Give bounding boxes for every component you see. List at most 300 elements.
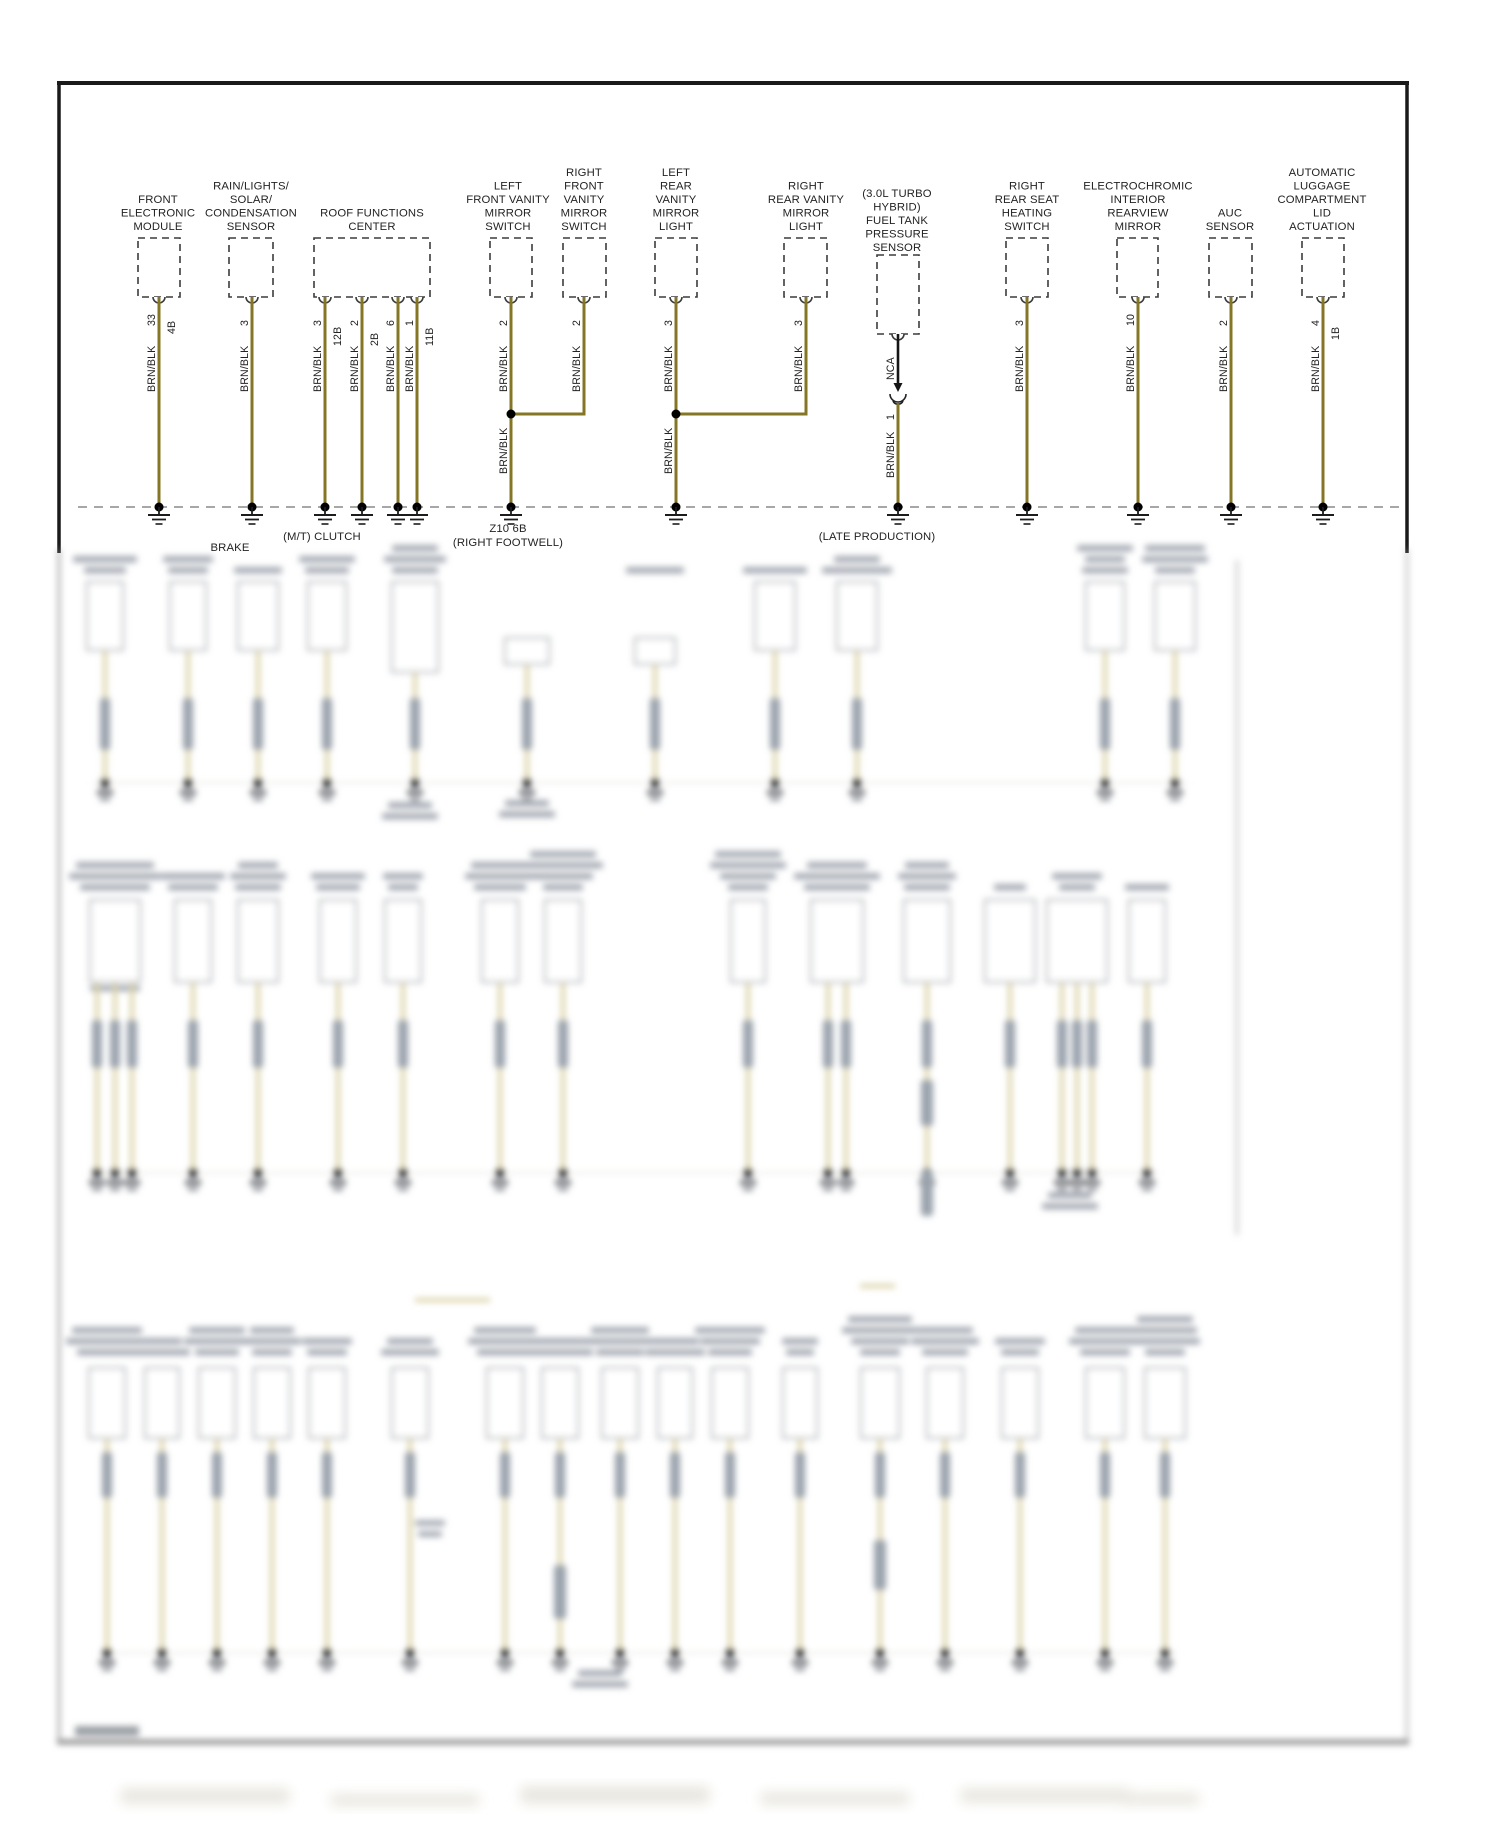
rain-lights-solar-condensation-sensor bbox=[205, 181, 297, 525]
blurred-component bbox=[66, 1327, 148, 1671]
component-label-line: SWITCH bbox=[561, 221, 607, 233]
blurred-ground-dot bbox=[183, 778, 193, 788]
blurred-connector-blob bbox=[725, 1452, 735, 1498]
blurred-component bbox=[527, 1338, 593, 1671]
wire-color-label: BRN/BLK bbox=[1310, 345, 1322, 392]
blurred-ground-symbol bbox=[1084, 1180, 1100, 1185]
blurred-component-box bbox=[783, 1368, 817, 1438]
blurred-ground-symbol bbox=[253, 1187, 263, 1191]
blurred-component bbox=[302, 1338, 352, 1671]
front-electronic-module bbox=[121, 194, 195, 524]
blurred-connector-blob bbox=[921, 1170, 933, 1216]
blurred-ground-symbol bbox=[319, 790, 335, 795]
blurred-component-box bbox=[1086, 1368, 1124, 1438]
blurred-ground-symbol bbox=[322, 1667, 332, 1671]
blurred-label-bar bbox=[645, 1349, 705, 1356]
blurred-component-box bbox=[199, 1368, 235, 1438]
blurred-label-bar bbox=[305, 567, 349, 574]
blurred-ground-symbol bbox=[188, 1187, 198, 1191]
wire-color-label: BRN/BLK bbox=[1014, 345, 1026, 392]
blurred-ground-symbol bbox=[1170, 797, 1180, 801]
component-label-line: HYBRID) bbox=[873, 201, 921, 214]
blurred-component bbox=[161, 873, 225, 1191]
component-box bbox=[1302, 238, 1344, 297]
blurred-connector-blob bbox=[875, 1452, 885, 1498]
blurred-ground-dot bbox=[1057, 1168, 1067, 1178]
blurred-component bbox=[505, 638, 549, 801]
blurred-component-box bbox=[1002, 1368, 1038, 1438]
component-label-line: SWITCH bbox=[485, 221, 531, 233]
blurred-ground-dot bbox=[157, 1648, 167, 1658]
blurred-component-box bbox=[238, 582, 278, 650]
blurred-label-bar bbox=[302, 1338, 352, 1345]
blurred-label-bar bbox=[995, 1338, 1045, 1345]
component-label-line: MIRROR bbox=[560, 207, 608, 220]
connector-position-label: 2B bbox=[369, 332, 381, 346]
component-box bbox=[138, 238, 180, 297]
blurred-label-bar bbox=[1080, 1349, 1130, 1356]
blurred-connector-blob bbox=[405, 1452, 415, 1498]
blurred-ground-dot bbox=[615, 1648, 625, 1658]
blurred-ground-dot bbox=[743, 1168, 753, 1178]
blurred-component-box bbox=[542, 1368, 578, 1438]
blurred-connector-blob bbox=[670, 1452, 680, 1498]
blurred-label-bar bbox=[527, 1349, 593, 1356]
blurred-ground-symbol bbox=[555, 1180, 571, 1185]
connector-position-label: 12B bbox=[332, 326, 344, 346]
blurred-ground-symbol bbox=[849, 790, 865, 795]
component-label-line: MIRROR bbox=[652, 207, 700, 220]
blurred-ground-symbol bbox=[1072, 1187, 1082, 1191]
fuel-tank-pressure-sensor bbox=[862, 188, 932, 524]
component-box bbox=[877, 255, 919, 334]
blurred-component bbox=[163, 556, 213, 801]
blurred-label-bar bbox=[1145, 545, 1205, 552]
ground-designation-label: (RIGHT FOOTWELL) bbox=[452, 537, 564, 549]
blurred-component bbox=[1142, 545, 1208, 801]
component-label-line: MIRROR bbox=[782, 207, 830, 220]
blurred-ground-symbol bbox=[97, 790, 113, 795]
blurred-ground-symbol bbox=[500, 1667, 510, 1671]
component-box bbox=[314, 238, 430, 297]
blurred-label-bar bbox=[252, 1349, 292, 1356]
blurred-ground-dot bbox=[650, 778, 660, 788]
blurred-ground-symbol bbox=[1012, 1660, 1028, 1665]
blurred-connector-blob bbox=[322, 1452, 332, 1498]
wire-color-label: BRN/BLK bbox=[349, 345, 361, 392]
blurred-label-bar bbox=[1059, 884, 1095, 891]
blurred-label-bar bbox=[1125, 884, 1169, 891]
blurred-label-bar bbox=[73, 556, 137, 563]
blurred-label-bar bbox=[168, 884, 218, 891]
wire-color-label: BRN/BLK bbox=[885, 431, 897, 478]
blurred-ground-symbol bbox=[185, 1180, 201, 1185]
component-label-line: SOLAR/ bbox=[229, 194, 273, 206]
brn-blk-wire-elbow bbox=[676, 297, 806, 414]
blurred-label-bar bbox=[804, 884, 870, 891]
blurred-label-bar bbox=[1145, 1349, 1185, 1356]
blurred-component-box bbox=[712, 1368, 748, 1438]
blurred-component-box bbox=[1155, 582, 1195, 650]
ground-designation-label: (LATE PRODUCTION) bbox=[818, 531, 936, 543]
blurred-label-bar bbox=[530, 851, 596, 858]
component-label-line: AUC bbox=[1217, 207, 1243, 220]
component-box bbox=[784, 238, 827, 297]
blurred-ground-symbol bbox=[89, 1180, 105, 1185]
component-label-line: ACTUATION bbox=[1289, 221, 1355, 233]
blurred-label-bar bbox=[728, 884, 768, 891]
blurred-ground-symbol bbox=[99, 1660, 115, 1665]
blurred-component-box bbox=[487, 1368, 523, 1438]
blurred-ground-symbol bbox=[154, 1660, 170, 1665]
blurred-label-bar bbox=[238, 862, 278, 869]
blurred-label-bar bbox=[250, 1327, 294, 1334]
blurred-label-bar bbox=[387, 1338, 433, 1345]
blurred-label-bar bbox=[533, 873, 593, 880]
component-label-line: RIGHT bbox=[788, 180, 824, 193]
blurred-component bbox=[782, 1338, 818, 1671]
blurred-label-bar bbox=[1075, 1327, 1135, 1334]
blurred-component bbox=[383, 873, 423, 1191]
blurred-ground-symbol bbox=[725, 1667, 735, 1671]
blurred-row-3 bbox=[69, 851, 1169, 1216]
component-label-line: REAR bbox=[660, 180, 692, 193]
blurred-ground-dot bbox=[495, 1168, 505, 1178]
blurred-ground-symbol bbox=[1142, 1187, 1152, 1191]
component-label-line: REARVIEW bbox=[1107, 207, 1169, 220]
blurred-ground-symbol bbox=[937, 1660, 953, 1665]
blurred-label-bar bbox=[904, 884, 950, 891]
blurred-component bbox=[985, 884, 1035, 1191]
blurred-component bbox=[822, 556, 892, 801]
left-rear-vanity-mirror-light bbox=[653, 167, 700, 524]
blurred-component bbox=[995, 1338, 1045, 1671]
component-box bbox=[1006, 238, 1048, 297]
blurred-component bbox=[465, 862, 535, 1191]
component-box bbox=[1117, 238, 1158, 297]
component-label-line: MIRROR bbox=[1114, 221, 1162, 233]
component-label-line: ELECTRONIC bbox=[120, 207, 196, 220]
blurred-connector-blob bbox=[127, 1020, 137, 1068]
blurred-ground-symbol bbox=[100, 797, 110, 801]
blurred-ground-symbol bbox=[495, 1187, 505, 1191]
pin-label: 1 bbox=[885, 413, 897, 420]
blurred-ground-dot bbox=[770, 778, 780, 788]
blurred-connector-blob bbox=[874, 1540, 886, 1590]
blurred-connector-blob bbox=[1142, 1020, 1152, 1068]
blurred-component bbox=[69, 862, 161, 1191]
pin-label: 33 bbox=[146, 313, 158, 326]
blurred-label-bar bbox=[572, 1681, 628, 1688]
blurred-connector-blob bbox=[554, 1565, 566, 1619]
page-border bbox=[57, 83, 1409, 553]
pin-label: 4 bbox=[1310, 319, 1322, 326]
blurred-ground-symbol bbox=[110, 1187, 120, 1191]
component-label-line: LIGHT bbox=[658, 221, 694, 233]
blurred-label-bar bbox=[243, 1338, 301, 1345]
blurred-ground-symbol bbox=[157, 1667, 167, 1671]
component-label-line: CENTER bbox=[348, 221, 396, 233]
blurred-ground-dot bbox=[875, 1648, 885, 1658]
component-box bbox=[490, 238, 532, 297]
pin-label: 3 bbox=[663, 319, 675, 326]
component-label-line: ELECTROCHROMIC bbox=[1083, 180, 1193, 193]
electrochromic-interior-rearview-mirror bbox=[1083, 181, 1192, 525]
blurred-connector-blob bbox=[183, 698, 193, 750]
blurred-connector-blob bbox=[1100, 698, 1110, 750]
wire-color-label: BRN/BLK bbox=[312, 345, 324, 392]
blurred-ground-dot bbox=[100, 778, 110, 788]
blurred-component bbox=[468, 1327, 542, 1671]
blurred-ground-symbol bbox=[1057, 1187, 1067, 1191]
component-box bbox=[655, 238, 697, 297]
blurred-ground-symbol bbox=[852, 797, 862, 801]
blurred-label-bar bbox=[168, 567, 208, 574]
blurred-component-box bbox=[482, 900, 518, 982]
blurred-ground-dot bbox=[1015, 1648, 1025, 1658]
blurred-connector-blob bbox=[770, 698, 780, 750]
blurred-connector-blob bbox=[795, 1452, 805, 1498]
blurred-band-blob bbox=[960, 1788, 1130, 1803]
blurred-connector-blob bbox=[100, 698, 110, 750]
blurred-ground-dot bbox=[1100, 1648, 1110, 1658]
pin-label: 3 bbox=[793, 319, 805, 326]
blurred-component-box bbox=[87, 582, 123, 650]
blurred-component bbox=[384, 545, 446, 801]
blurred-component bbox=[1047, 873, 1107, 1191]
blurred-component bbox=[1130, 1316, 1200, 1671]
pin-label: 6 bbox=[385, 319, 397, 326]
component-label-line: ROOF FUNCTIONS bbox=[320, 207, 424, 220]
blurred-ground-dot bbox=[127, 1168, 137, 1178]
blurred-label-bar bbox=[1133, 1327, 1197, 1334]
blurred-ground-symbol bbox=[552, 1660, 568, 1665]
blurred-label-bar bbox=[316, 884, 360, 891]
blurred-label-bar bbox=[299, 556, 355, 563]
blurred-component bbox=[243, 1327, 301, 1671]
blurred-label-bar bbox=[743, 567, 807, 574]
blurred-ground-dot bbox=[725, 1648, 735, 1658]
blurred-ground-symbol bbox=[180, 790, 196, 795]
component-label-line: LUGGAGE bbox=[1293, 180, 1351, 193]
blurred-ground-symbol bbox=[1097, 1660, 1113, 1665]
blurred-ground-dot bbox=[1072, 1168, 1082, 1178]
wire-color-label: BRN/BLK bbox=[1218, 345, 1230, 392]
blurred-connector-blob bbox=[841, 1020, 851, 1068]
blurred-label-bar bbox=[415, 1520, 445, 1526]
blurred-ground-symbol bbox=[823, 1187, 833, 1191]
blurred-ground-dot bbox=[253, 1168, 263, 1178]
blurred-label-bar bbox=[720, 873, 776, 880]
blurred-watermark bbox=[75, 1726, 139, 1736]
blurred-connector-blob bbox=[615, 1452, 625, 1498]
blurred-connector-blob bbox=[410, 698, 420, 750]
blurred-ground-symbol bbox=[875, 1667, 885, 1671]
blurred-label-bar bbox=[477, 1349, 533, 1356]
component-label-line: SENSOR bbox=[872, 242, 922, 254]
component-box bbox=[229, 238, 273, 297]
blurred-ground-dot bbox=[555, 1648, 565, 1658]
blurred-ground-dot bbox=[1170, 778, 1180, 788]
blurred-component-box bbox=[602, 1368, 638, 1438]
blurred-ground-dot bbox=[558, 1168, 568, 1178]
blurred-ground-dot bbox=[410, 778, 420, 788]
blurred-label-bar bbox=[388, 802, 432, 809]
blurred-connector-blob bbox=[1087, 1020, 1097, 1068]
blurred-ground-dot bbox=[500, 1648, 510, 1658]
blurred-connector-blob bbox=[322, 698, 332, 750]
blurred-ground-symbol bbox=[264, 1660, 280, 1665]
blurred-ground-symbol bbox=[558, 1187, 568, 1191]
blurred-ground-dot bbox=[92, 1168, 102, 1178]
blurred-ground-symbol bbox=[407, 790, 423, 795]
blurred-label-bar bbox=[474, 884, 526, 891]
blurred-label-bar bbox=[307, 1349, 347, 1356]
blurred-label-bar bbox=[851, 1338, 909, 1345]
blurred-label-bar bbox=[1082, 567, 1128, 574]
blurred-label-bar bbox=[381, 1349, 439, 1356]
blurred-ground-symbol bbox=[322, 797, 332, 801]
blurred-ground-symbol bbox=[940, 1667, 950, 1671]
blurred-ground-dot bbox=[522, 778, 532, 788]
blurred-label-bar bbox=[80, 884, 150, 891]
component-label-line: SWITCH bbox=[1004, 221, 1050, 233]
blurred-ground-dot bbox=[110, 1168, 120, 1178]
pin-label: 3 bbox=[312, 319, 324, 326]
blurred-label-bar bbox=[715, 851, 781, 858]
blurred-connector-blob bbox=[1160, 1452, 1170, 1498]
blurred-component-box bbox=[861, 1368, 899, 1438]
blurred-connector-blob bbox=[921, 1080, 933, 1126]
blurred-connector-blob bbox=[1100, 1452, 1110, 1498]
blurred-component bbox=[743, 567, 807, 801]
blurred-component-box bbox=[755, 582, 795, 650]
blurred-connector-blob bbox=[522, 698, 532, 750]
blurred-ground-symbol bbox=[492, 1180, 508, 1185]
component-label-line: MIRROR bbox=[484, 207, 532, 220]
blurred-label-bar bbox=[1130, 1338, 1200, 1345]
blurred-component-box bbox=[254, 1368, 290, 1438]
blurred-ground-symbol bbox=[612, 1660, 628, 1665]
blurred-component bbox=[710, 851, 786, 1191]
wire-color-label: BRN/BLK bbox=[571, 345, 583, 392]
blurred-label-bar bbox=[1155, 567, 1195, 574]
blurred-row-4 bbox=[66, 1286, 1200, 1688]
blurred-label-bar bbox=[591, 1327, 649, 1334]
blurred-label-bar bbox=[474, 1327, 536, 1334]
ground-designation-label: Z10 6B bbox=[489, 523, 527, 535]
blurred-label-bar bbox=[66, 1338, 148, 1345]
blurred-connector-blob bbox=[157, 1452, 167, 1498]
blurred-ground-symbol bbox=[1100, 1667, 1110, 1671]
component-label-line: RIGHT bbox=[566, 167, 602, 179]
partial-component-label: BRAKE bbox=[210, 542, 250, 554]
blurred-label-bar bbox=[834, 556, 880, 563]
blurred-ground-dot bbox=[102, 1648, 112, 1658]
blurred-label-bar bbox=[392, 567, 438, 574]
blurred-ground-dot bbox=[322, 1648, 332, 1658]
blurred-label-bar bbox=[77, 1349, 137, 1356]
component-label-line: FRONT bbox=[138, 194, 178, 206]
blurred-label-bar bbox=[543, 884, 583, 891]
blurred-ground-dot bbox=[795, 1648, 805, 1658]
blurred-component-box bbox=[308, 582, 346, 650]
blurred-label-bar bbox=[465, 873, 535, 880]
blurred-component-box bbox=[170, 582, 206, 650]
connector-position-label: 11B bbox=[424, 327, 436, 346]
blurred-component-box bbox=[175, 900, 211, 982]
blurred-ground-symbol bbox=[267, 1667, 277, 1671]
blurred-ground-symbol bbox=[497, 1660, 513, 1665]
left-front-vanity-mirror-switch bbox=[466, 181, 550, 525]
blurred-component-box bbox=[985, 900, 1035, 982]
blurred-ground-symbol bbox=[1139, 1180, 1155, 1185]
blurred-component-box bbox=[1086, 582, 1124, 650]
blurred-row-2 bbox=[73, 545, 1208, 820]
blurred-ground-symbol bbox=[124, 1180, 140, 1185]
component-label-line: LID bbox=[1312, 207, 1332, 220]
blurred-label-bar bbox=[468, 1338, 542, 1345]
wire-color-label: BRN/BLK bbox=[385, 345, 397, 392]
blurred-component-box bbox=[731, 900, 765, 982]
connector-position-label: 4B bbox=[166, 320, 178, 334]
blurred-label-bar bbox=[184, 1338, 250, 1345]
blurred-ground-symbol bbox=[1069, 1180, 1085, 1185]
component-label-line: SENSOR bbox=[226, 221, 276, 233]
component-label-line: LEFT bbox=[661, 167, 691, 179]
wire-color-label: BRN/BLK bbox=[498, 345, 510, 392]
blurred-label-bar bbox=[822, 567, 892, 574]
blurred-component-box bbox=[1129, 900, 1165, 982]
blurred-label-bar bbox=[782, 1338, 818, 1345]
blurred-ground-symbol bbox=[410, 797, 420, 801]
blurred-ground-symbol bbox=[519, 790, 535, 795]
blurred-ground-symbol bbox=[770, 797, 780, 801]
blurred-ground-symbol bbox=[1160, 1667, 1170, 1671]
blurred-ground-symbol bbox=[650, 797, 660, 801]
blurred-connector-blob bbox=[333, 1020, 343, 1068]
blurred-ground-symbol bbox=[250, 1180, 266, 1185]
blurred-component bbox=[911, 1327, 979, 1671]
pin-label: 2 bbox=[349, 319, 361, 326]
blurred-label-bar bbox=[596, 1349, 644, 1356]
blurred-connector-blob bbox=[1057, 1020, 1067, 1068]
blurred-label-bar bbox=[388, 884, 418, 891]
blurred-ground-symbol bbox=[107, 1180, 123, 1185]
component-label-line: RAIN/LIGHTS/ bbox=[213, 180, 289, 193]
blurred-component bbox=[134, 1338, 190, 1671]
component-label-line: CONDENSATION bbox=[205, 207, 297, 220]
blurred-component-box bbox=[392, 1368, 428, 1438]
blurred-ground-symbol bbox=[1167, 790, 1183, 795]
blurred-label-bar bbox=[161, 873, 225, 880]
blurred-label-bar bbox=[807, 862, 867, 869]
blurred-connector-blob bbox=[495, 1020, 505, 1068]
blurred-component bbox=[898, 862, 956, 1216]
blurred-component bbox=[645, 1338, 705, 1671]
blurred-ground-symbol bbox=[405, 1667, 415, 1671]
wire-color-label: NCA bbox=[885, 357, 897, 380]
blurred-connector-blob bbox=[922, 1020, 932, 1068]
blurred-ground-symbol bbox=[250, 790, 266, 795]
blurred-label-bar bbox=[499, 811, 555, 818]
component-label-line: FUEL TANK bbox=[865, 215, 929, 227]
blurred-label-bar bbox=[1142, 556, 1208, 563]
blurred-label-bar bbox=[1001, 1349, 1039, 1356]
blurred-ground-symbol bbox=[209, 1660, 225, 1665]
blurred-component bbox=[230, 862, 286, 1191]
blurred-ground-dot bbox=[1005, 1168, 1015, 1178]
